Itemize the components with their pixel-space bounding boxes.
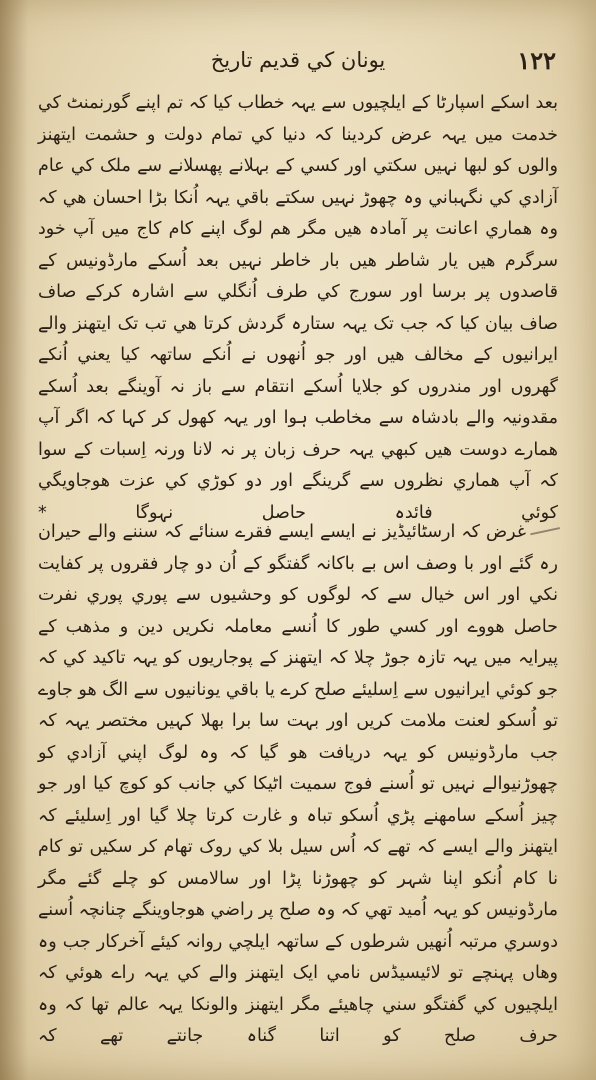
page-header <box>40 40 556 80</box>
paragraph-1: بعد اسکے اسپارٹا کے ایلچیوں سے یہہ خطاب کیا کہ تم اپنے گورنمنٹ کي خدمت میں یہہ عرض کردینا کہ دنیا کي تمام دولت و حشمت ایتھنز والوں کو لبھا نہیں سکتي اور کسي کے بہلانے پھسلانے سے ملک کي عام آزادي کي نگہباني وہ چھوڑ نہیں سکتے باقي یہہ اُنکا بڑا احسان هي کہ وہ هماري اعانت پر آمادہ هیں مگر هم لوگ اپنے کام کاج میں آپ خود سرگرم هیں یار شاطر هیں بار خاطر نہیں بعد اُسکے مارڈونیس کے قاصدوں پر برسا اور سورج کي طرف اُنگلي سے اشارہ کرکے صاف صاف بیان کیا کہ جب تک یہہ ستارہ گردش کرتا هي تب تک ایتھنز والے ایرانیوں کے مخالف هیں اور جو اُنھوں نے اُنکے ساتھہ کیا یعني اُنکے گھروں اور مندروں کو جلایا اُسکے انتقام سے باز نہ آوینگے بعد اُسکے مقدونیہ والے بادشاہ سے مخاطب ہوا اور یہہ کھول کر کہا کہ اگر آپ همارے دوست هیں کبھي یہہ حرف زبان پر نہ لانا ورنہ اِسبات کے سوا کہ آپ هماري نظروں سے گرینگے اور دو کوڑي کي عزت هوجاویگي کوئي فائدہ حاصل نہوگا * <box>38 93 558 523</box>
running-title: یونان کي قدیم تاریخ <box>210 48 386 72</box>
page-number: ۱۲۲ <box>517 45 556 75</box>
paragraph-2: غرض کہ ارسٹائیڈیز نے ایسے ایسے فقرے سنائے کہ سننے والے حیران رہ گئے اور با وصف اس بے باکانہ گفتگو کے اُن دو چار فقروں پر کفایت نکي اور اس خیال سے کہ لوگوں کو وحشیوں سے پوري پوري نفرت حاصل هووے اور کسي طور کا اُنسے معاملہ نکریں دین و مذهب کے پیرایہ میں یہہ تازہ جوڑ چلا کہ ایتھنز کے پوجاریوں کو یہہ تاکید کي کہ جو کوئي ایرانیوں سے اِسلیئے صلح کرے یا باقي یونانیوں سے الگ هو جاوے تو اُسکو لعنت ملامت کریں اور بہت سا برا بھلا کہیں مختصر یہہ کہ جب مارڈونیس کو یہہ دریافت هو گیا کہ وہ لوگ اپني آزادي کو چھوڑنیوالے نہیں تو اُسنے فوج سمیت اٹیکا کي جانب کو کوچ کیا اور جو چیز اُسکے سامھنے پڑي اُسکو تباہ و غارت کرتا چلا گیا اور اِسلیئے کہ ایتھنز والے ایسے کہ تھے کہ اُس سیل بلا کي روک تھام کر سکیں تو کام نا کام اُنکو اپنا شہر کو چھوڑنا پڑا اور سالامس کو چلے گئے مگر مارڈونیس کو یہہ اُمید تھي کہ وہ صلح پر راضي هوجاوینگے چنانچہ اُسنے دوسري مرتبہ اُنھیں شرطوں کے ساتھہ ایلچي روانہ کیئے آخرکار جب وہ وهاں پہنچے تو لائیسیڈس نامي ایک ایتھنز والے کي یہہ راے هوئي کہ ایلچیوں کي گفتگو سني چاهیئے مگر ایتھنز والونکا یہہ عالم تھا کہ وہ حرف صلح کو اتنا گناہ جانتے تھے کہ <box>38 522 558 1046</box>
binding-shadow <box>0 0 28 1080</box>
body-text <box>38 88 558 1046</box>
